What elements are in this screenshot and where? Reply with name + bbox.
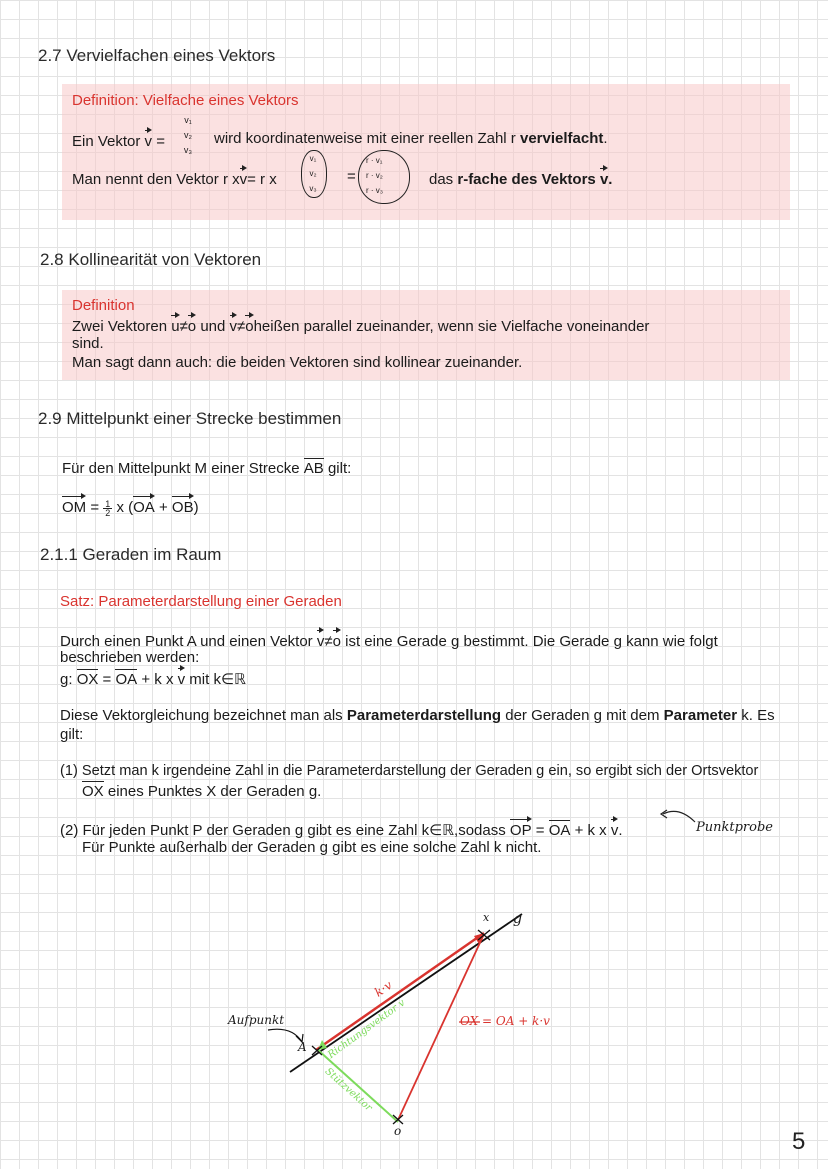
text: Durch einen Punkt A und einen Vektor [60, 633, 313, 650]
text: Zwei Vektoren [72, 318, 168, 335]
text: (2) Für jeden Punkt P der Geraden g gibt es eine Zahl k∈ℝ,sodass [60, 822, 506, 839]
ox: OX [460, 1014, 479, 1028]
heading-2-7: 2.7 Vervielfachen eines Vektors [38, 46, 276, 65]
heading-2-1-1: 2.1.1 Geraden im Raum [40, 545, 222, 564]
bold-parameter: Parameter [663, 707, 738, 724]
text: das [429, 171, 454, 188]
definition-title: Definition: Vielfache eines Vektors [72, 92, 299, 109]
equals: = [102, 671, 112, 688]
not-equal: ≠ [324, 633, 333, 650]
vector-u: u [171, 314, 179, 336]
text: Für den Mittelpunkt M einer Strecke [62, 460, 300, 477]
text: x ( [116, 499, 134, 516]
denominator: 2 [105, 507, 111, 518]
item-2-line-2: Für Punkte außerhalb der Geraden g gibt es eine solche Zahl k nicht. [82, 839, 542, 856]
vector-v: v [611, 818, 619, 840]
plus: + [158, 499, 168, 516]
component: r · v₃ [366, 186, 384, 195]
text: mit k∈ℝ [189, 671, 246, 688]
bold-r-fache: r-fache des Vektors [457, 171, 596, 188]
definition-paragraph-line-2: sind. [72, 335, 104, 352]
dot: . [603, 130, 608, 147]
definition-paragraph-line-3: Man sagt dann auch: die beiden Vektoren sind kollinear zueinander. [72, 354, 523, 371]
text: und [200, 318, 226, 335]
segment-AB: AB [303, 460, 324, 477]
bold-parameterdarstellung: Parameterdarstellung [346, 707, 502, 724]
page-number: 5 [792, 1128, 806, 1155]
vector-OM: OM [62, 495, 86, 517]
vector-OA: OA [115, 671, 138, 688]
heading-2-9: 2.9 Mittelpunkt einer Strecke bestimmen [38, 409, 342, 428]
component: r · v₂ [366, 171, 383, 180]
aufpunkt-arrow [268, 1029, 302, 1042]
text: = r x [247, 171, 277, 188]
vector-v: v [178, 667, 186, 689]
text: heißen parallel zueinander, wenn sie Vielfache voneinander [253, 318, 650, 335]
vector-OA: OA [133, 495, 155, 517]
text: gilt: [327, 460, 352, 477]
component: r · v₁ [366, 156, 383, 165]
component-v3: v₃ [183, 145, 193, 155]
text: Man nennt den Vektor r x [72, 171, 240, 188]
text: Ein Vektor [72, 133, 141, 150]
vector-OX: OX [82, 783, 104, 800]
equals: = [535, 822, 545, 839]
vector-OB: OB [172, 495, 194, 517]
text: ist eine Gerade g bestimmt. Die Gerade g kann wie folgt [345, 633, 718, 650]
heading-2-8: 2.8 Kollinearität von Vektoren [40, 250, 262, 269]
punktprobe-note: Punktprobe [696, 820, 773, 835]
vector-v: v [600, 167, 608, 189]
definition-title: Definition [72, 297, 135, 314]
equals: = [156, 133, 165, 150]
component: v₁ [309, 154, 317, 163]
vector-o: o [188, 314, 196, 336]
satz-title: Satz: Parameterdarstellung einer Geraden [60, 593, 342, 610]
point-a-label: A [298, 1040, 307, 1054]
equals: = [90, 499, 100, 516]
component-v2: v₂ [184, 130, 192, 140]
text: Diese Vektorgleichung bezeichnet man als [60, 707, 343, 724]
text: k. Es [741, 707, 775, 724]
text: der Geraden g mit dem [505, 707, 660, 724]
kv-label: k·v [372, 978, 395, 1000]
item-1-line-1: (1) Setzt man k irgendeine Zahl in die Parameterdarstellung der Geraden g ein, so ergibt sich der Ortsvektor [60, 763, 759, 779]
not-equal: ≠ [179, 318, 188, 335]
line-g-label: g [513, 911, 522, 927]
text: g: [60, 671, 73, 688]
text: wird koordinatenweise mit einer reellen Zahl r [214, 130, 516, 147]
vector-v: v [317, 629, 325, 651]
text: eines Punktes X der Geraden g. [107, 783, 322, 800]
numerator: 1 [105, 498, 111, 509]
dot: . [618, 822, 623, 839]
component: v₂ [309, 169, 317, 178]
stuetzvektor-label: Stützvektor [322, 1066, 374, 1114]
not-equal: ≠ [237, 318, 246, 335]
vector-o: o [245, 314, 253, 336]
text: + k x [574, 822, 607, 839]
richtungsvektor-label: Richtungsvektor v [326, 997, 408, 1061]
direction-vector-kv [316, 933, 484, 1050]
vector-OP: OP [510, 818, 532, 840]
component-v1: v₁ [184, 115, 192, 125]
vector-OA: OA [548, 822, 571, 839]
paragraph-2-line-2: gilt: [60, 726, 84, 743]
component: v₃ [309, 184, 317, 193]
dot: . [608, 171, 613, 188]
satz-paragraph-line-2: beschrieben werden: [60, 649, 200, 666]
equals: = [347, 168, 356, 185]
ox-equation-label [460, 1014, 550, 1028]
origin-o-label: o [394, 1124, 402, 1138]
aufpunkt-label: Aufpunkt [228, 1013, 285, 1027]
rest: = OA + k·v [482, 1014, 550, 1028]
support-vector-oa [318, 1050, 398, 1122]
text: ) [193, 499, 199, 516]
vector-v: v [230, 314, 238, 336]
vector-v: v [145, 129, 153, 151]
bold-vervielfacht: vervielfacht [519, 130, 604, 147]
vector-o: o [333, 629, 341, 651]
vector-OX: OX [76, 671, 99, 688]
point-x-label: x [483, 911, 490, 924]
vector-v: v [240, 167, 248, 189]
text: + k x [141, 671, 174, 688]
